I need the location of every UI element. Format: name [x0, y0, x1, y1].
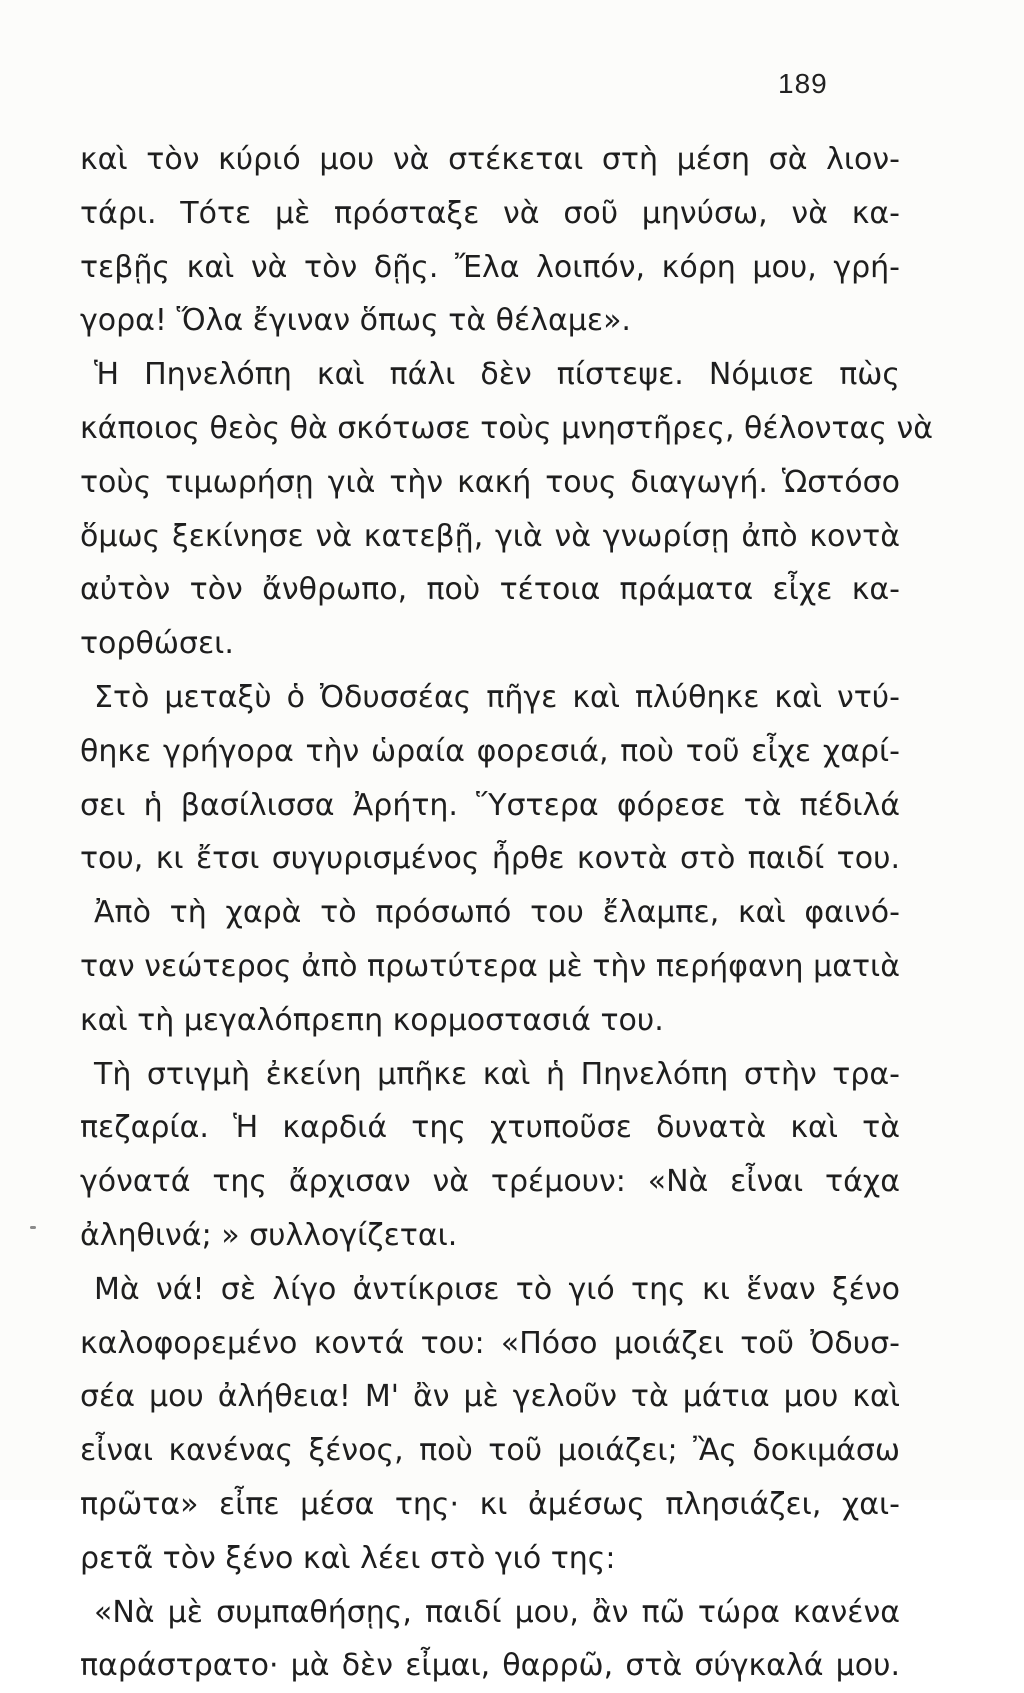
text-line: γορα! Ὅλα ἔγιναν ὅπως τὰ θέλαμε».: [80, 303, 631, 339]
text-line: θηκε γρήγορα τὴν ὡραία φορεσιά, ποὺ τοῦ εἶχε χαρί-: [80, 733, 900, 769]
text-line: αὐτὸν τὸν ἄνθρωπο, ποὺ τέτοια πράματα εἶχε κα-: [80, 572, 900, 608]
text-line: τάρι. Τότε μὲ πρόσταξε νὰ σοῦ μηνύσω, νὰ κα-: [80, 195, 900, 231]
text-line: Στὸ μεταξὺ ὁ Ὀδυσσέας πῆγε καὶ πλύθηκε καὶ ντύ-: [94, 679, 900, 715]
page-number: 189: [778, 68, 828, 99]
text-line: Ἀπὸ τὴ χαρὰ τὸ πρόσωπό του ἔλαμπε, καὶ φαινό-: [94, 895, 900, 931]
text-line: καλοφορεμένο κοντά του: «Πόσο μοιάζει τοῦ Ὀδυσ-: [80, 1325, 900, 1361]
text-line: γόνατά της ἄρχισαν νὰ τρέμουν: «Νὰ εἶναι τάχα: [80, 1164, 900, 1200]
text-line: πρῶτα» εἶπε μέσα της· κι ἀμέσως πλησιάζει, χαι-: [80, 1486, 900, 1522]
text-line: εἶναι κανένας ξένος, ποὺ τοῦ μοιάζει; Ἂς δοκιμάσω: [80, 1433, 900, 1469]
text-line: «Νὰ μὲ συμπαθήσῃς, παιδί μου, ἂν πῶ τώρα κανένα: [94, 1594, 900, 1630]
text-line: παράστρατο· μὰ δὲν εἶμαι, θαρρῶ, στὰ σύγκαλά μου.: [80, 1648, 900, 1684]
text-line: πεζαρία. Ἡ καρδιά της χτυποῦσε δυνατὰ καὶ τὰ: [80, 1110, 900, 1146]
text-line: τοὺς τιμωρήσῃ γιὰ τὴν κακή τους διαγωγή. Ὡστόσο: [80, 464, 900, 500]
text-line: τορθώσει.: [80, 626, 234, 662]
text-line: κάποιος θεὸς θὰ σκότωσε τοὺς μνηστῆρες, θέλοντας νὰ: [80, 410, 934, 446]
text-line: Μὰ νά! σὲ λίγο ἀντίκρισε τὸ γιό της κι ἕναν ξένο: [94, 1271, 900, 1307]
text-line: του, κι ἔτσι συγυρισμένος ἦρθε κοντὰ στὸ παιδί του.: [80, 841, 900, 877]
text-line: σέα μου ἀλήθεια! Μ' ἂν μὲ γελοῦν τὰ μάτια μου καὶ: [80, 1379, 900, 1415]
text-line: ρετᾶ τὸν ξένο καὶ λέει στὸ γιό της:: [80, 1540, 616, 1576]
text-line: Ἡ Πηνελόπη καὶ πάλι δὲν πίστεψε. Νόμισε πὼς: [94, 357, 900, 393]
text-line: ταν νεώτερος ἀπὸ πρωτύτερα μὲ τὴν περήφανη ματιὰ: [80, 948, 900, 984]
text-line: σει ἡ βασίλισσα Ἀρήτη. Ὕστερα φόρεσε τὰ πέδιλά: [80, 787, 900, 823]
text-line: ὅμως ξεκίνησε νὰ κατεβῇ, γιὰ νὰ γνωρίσῃ ἀπὸ κοντὰ: [80, 518, 900, 554]
body-text: [80, 133, 934, 1693]
paper-speck: [30, 1226, 36, 1229]
text-line: Τὴ στιγμὴ ἐκείνη μπῆκε καὶ ἡ Πηνελόπη στὴν τρα-: [94, 1056, 900, 1092]
text-line: καὶ τὸν κύριό μου νὰ στέκεται στὴ μέση σὰ λιον-: [80, 142, 900, 177]
text-line: καὶ τὴ μεγαλόπρεπη κορμοστασιά του.: [80, 1002, 664, 1038]
text-line: ἀληθινά; » συλλογίζεται.: [80, 1217, 458, 1253]
text-line: τεβῇς καὶ νὰ τὸν δῇς. Ἔλα λοιπόν, κόρη μου, γρή-: [80, 249, 900, 285]
